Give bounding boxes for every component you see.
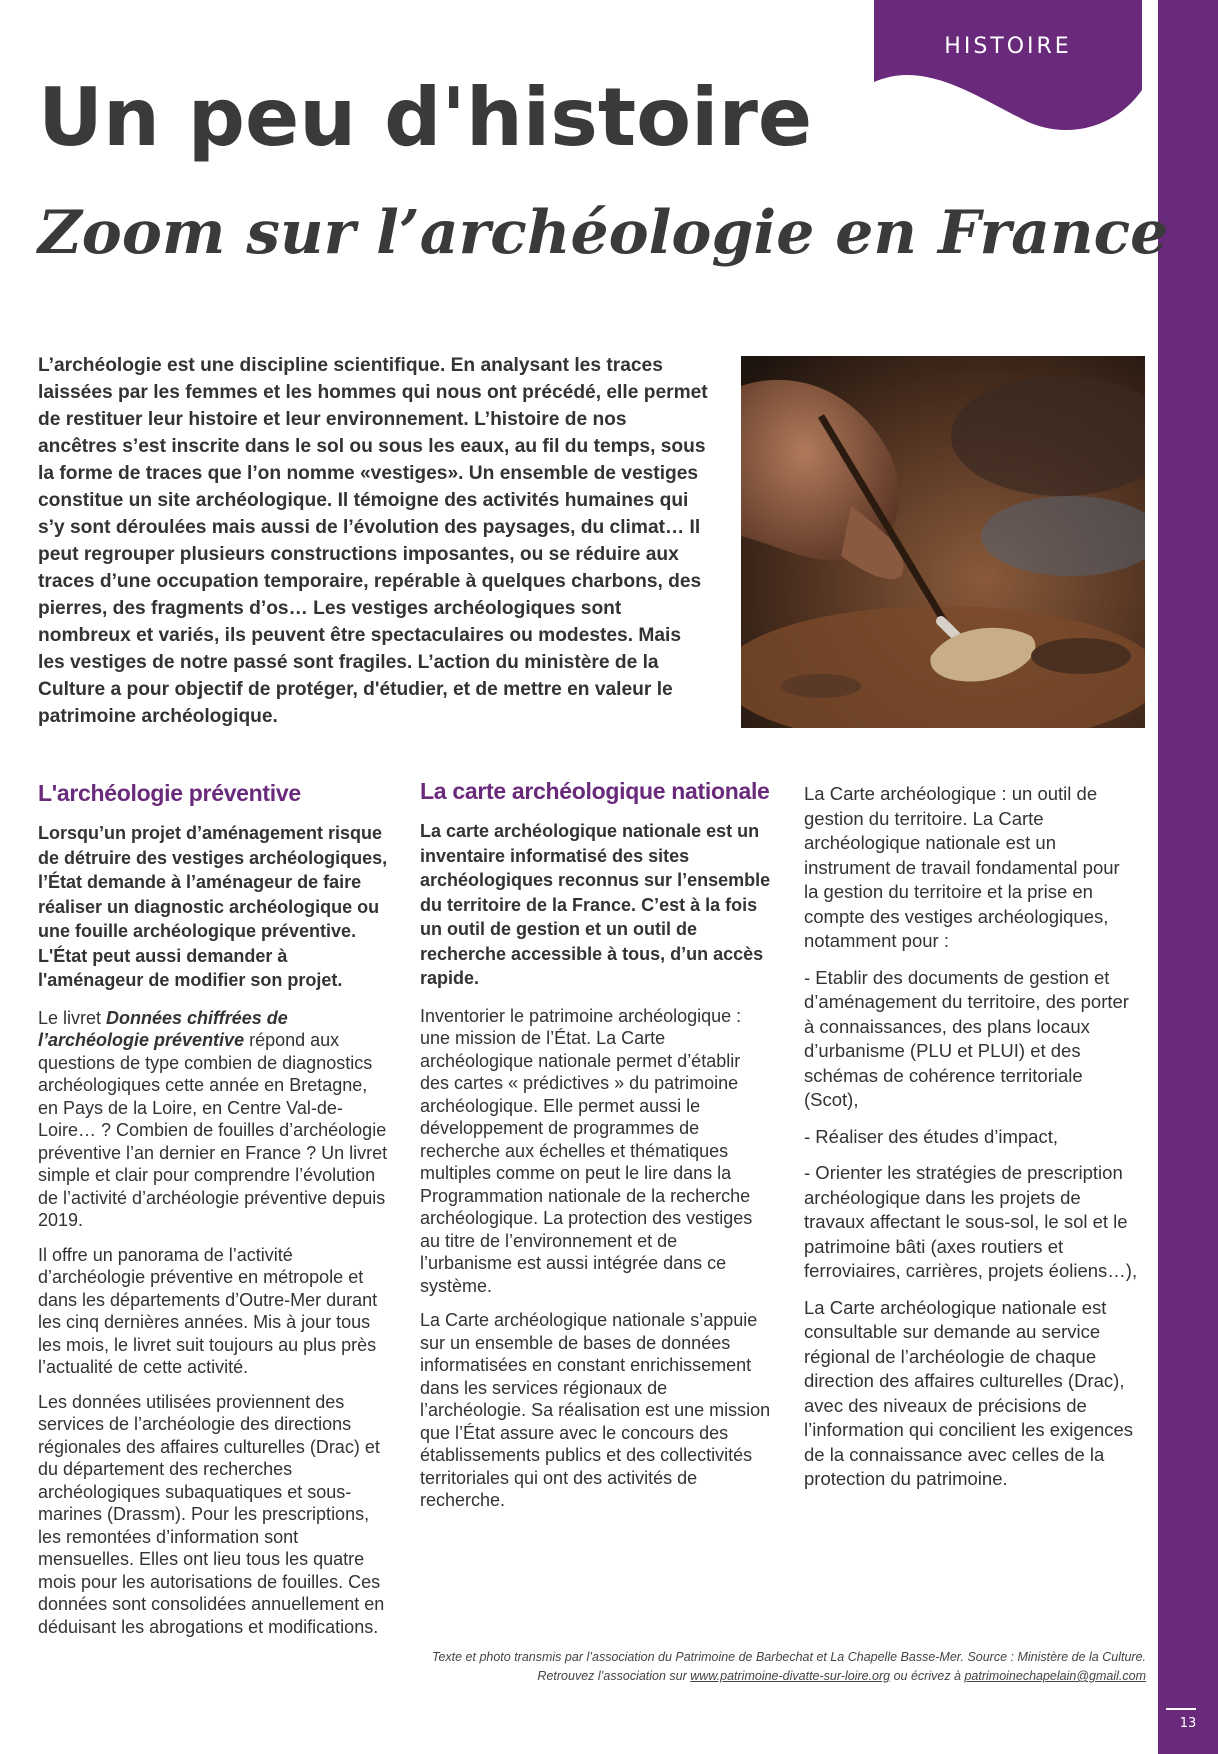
credit-note <box>400 1648 1146 1686</box>
col3-paragraph-3: - Réaliser des études d’impact, <box>804 1125 1058 1147</box>
col3-paragraph-2: - Etablir des documents de gestion et d’aménagement du territoire, des porter à connaissances, des plans locaux d’urbanisme (PLU et PLUI) et des schémas de cohérence territoriale (Scot), <box>804 966 1129 1110</box>
column-preventive-archaeology <box>38 780 392 1650</box>
website-link[interactable]: www.patrimoine-divatte-sur-loire.org <box>690 1669 891 1683</box>
col2-paragraph-2: La Carte archéologique nationale s’appuie sur un ensemble de bases de données informatisées en constant enrichissement dans les services régionaux de l’archéologie. Sa réalisation est une mission que l’État assure avec le concours des établissements publics et des collectivités territoriales qui ont des activités de recherche. <box>420 1310 771 1510</box>
credit-line-1: Texte et photo transmis par l’association du Patrimoine de Barbechat et La Chapelle Basse-Mer. Source : Ministère de la Culture. <box>431 1650 1146 1664</box>
col3-paragraph-5: La Carte archéologique nationale est consultable sur demande au service régional de l’archéologie de chaque direction des affaires culturelles (Drac), avec des niveaux de précisions de l’information qui concilient les exigences de la connaissance avec celles de la protection du patrimoine. <box>804 1296 1134 1489</box>
col3-paragraph-1: La Carte archéologique : un outil de gestion du territoire. La Carte archéologique nationale est un instrument de travail fondamental pour la gestion du territoire et la prise en compte des vestiges archéologiques, notamment pour : <box>804 783 1120 951</box>
column-map-management <box>804 782 1138 1504</box>
col2-lead: La carte archéologique nationale est un inventaire informatisé des sites archéologiques reconnus sur l’ensemble du territoire de la France. C’est à la fois un outil de gestion et un outil de recherche accessible à tous, d’un accès rapide. <box>420 821 771 988</box>
page-number: 13 <box>1179 1716 1197 1731</box>
page-subtitle: Zoom sur l’archéologie en France <box>38 198 1169 268</box>
col1-paragraph-2: Il offre un panorama de l’activité d’archéologie préventive en métropole et dans les départements d’Outre-Mer durant les cinq dernières années. Mis à jour tous les mois, le livret suit toujours au plus près l’actualité de cette activité. <box>38 1244 378 1377</box>
col1-heading: L'archéologie préventive <box>38 780 301 806</box>
page-number-rule <box>1166 1708 1196 1710</box>
credit-line-2-middle: ou écrivez à <box>890 1669 965 1683</box>
col1-paragraph-3: Les données utilisées proviennent des services de l’archéologie des directions régionales des affaires culturelles (Drac) et du département des recherches archéologiques subaquatiques et sous-marines (Drassm). Pour les prescriptions, les remontées d’information sont mensuelles. Elles ont lieu tous les quatre mois pour les autorisations de fouilles. Ces données sont consolidées annuellement en déduisant les abrogations et modifications. <box>38 1391 385 1637</box>
archaeology-brush-photo <box>741 356 1145 728</box>
col2-heading: La carte archéologique nationale <box>420 778 770 804</box>
page-title: Un peu d'histoire <box>38 71 813 164</box>
intro-paragraph: L’archéologie est une discipline scientifique. En analysant les traces laissées par les femmes et les hommes qui nous ont précédé, elle permet de restituer leur histoire et leur environnement. L’histoire de nos ancêtres s’est inscrite dans le sol ou sous les eaux, au fil du temps, sous la forme de traces que l’on nomme «vestiges». Un ensemble de vestiges constitue un site archéologique. Il témoigne des activités humaines qui s’y sont déroulées mais aussi de l’évolution des paysages, du climat… Il peut regrouper plusieurs constructions imposantes, ou se réduire aux traces d’une occupation temporaire, repérable à quelques charbons, des pierres, des fragments d’os… Les vestiges archéologiques sont nombreux et variés, ils peuvent être spectaculaires ou modestes. Mais les vestiges de notre passé sont fragiles. L’action du ministère de la Culture a pour objectif de protéger, d'étudier, et de mettre en valeur le patrimoine archéologique. <box>38 355 708 727</box>
credit-line-2-before: Retrouvez l’association sur <box>537 1669 691 1683</box>
col1-paragraph-1 <box>38 1007 392 1232</box>
col1-p1-after: répond aux questions de type combien de diagnostics archéologiques cette année en Bretagne, en Pays de la Loire, en Centre Val-de-Loire… ? Combien de fouilles d’archéologie préventive l’an dernier en France ? Un livret simple et clair pour comprendre l’évolution de l’activité d’archéologie préventive depuis 2019. <box>38 1030 388 1230</box>
section-tab <box>874 0 1142 140</box>
email-link[interactable]: patrimoinechapelain@gmail.com <box>964 1669 1146 1683</box>
section-tab-label: HISTOIRE <box>944 34 1072 59</box>
col1-p1-emphasis: Données chiffrées de l’archéologie préventive <box>38 1007 288 1050</box>
section-tab-shape <box>874 0 1142 140</box>
column-national-map <box>420 778 774 1524</box>
col1-lead: Lorsqu’un projet d’aménagement risque de détruire des vestiges archéologiques, l’État demande à l’aménageur de faire réaliser un diagnostic archéologique ou une fouille archéologique préventive. L'État peut aussi demander à l'aménageur de modifier son projet. <box>38 823 388 990</box>
col2-paragraph-1: Inventorier le patrimoine archéologique : une mission de l’État. La Carte archéologique nationale permet d’établir des cartes « prédictives » du patrimoine archéologique. Elle permet aussi le développement de programmes de recherche aux échelles et thématiques multiples comme on peut le lire dans la Programmation nationale de la recherche archéologique. La protection des vestiges au titre de l’environnement et de l’urbanisme est aussi intégrée dans ce système. <box>420 1005 753 1296</box>
col3-paragraph-4: - Orienter les stratégies de prescription archéologique dans les projets de travaux affectant le sous-sol, le sol et le patrimoine bâti (axes routiers et ferroviaires, carrières, projets éoliens…), <box>804 1162 1138 1281</box>
credit-line-2 <box>400 1667 1146 1686</box>
col1-p1-before: Le livret <box>38 1007 107 1028</box>
